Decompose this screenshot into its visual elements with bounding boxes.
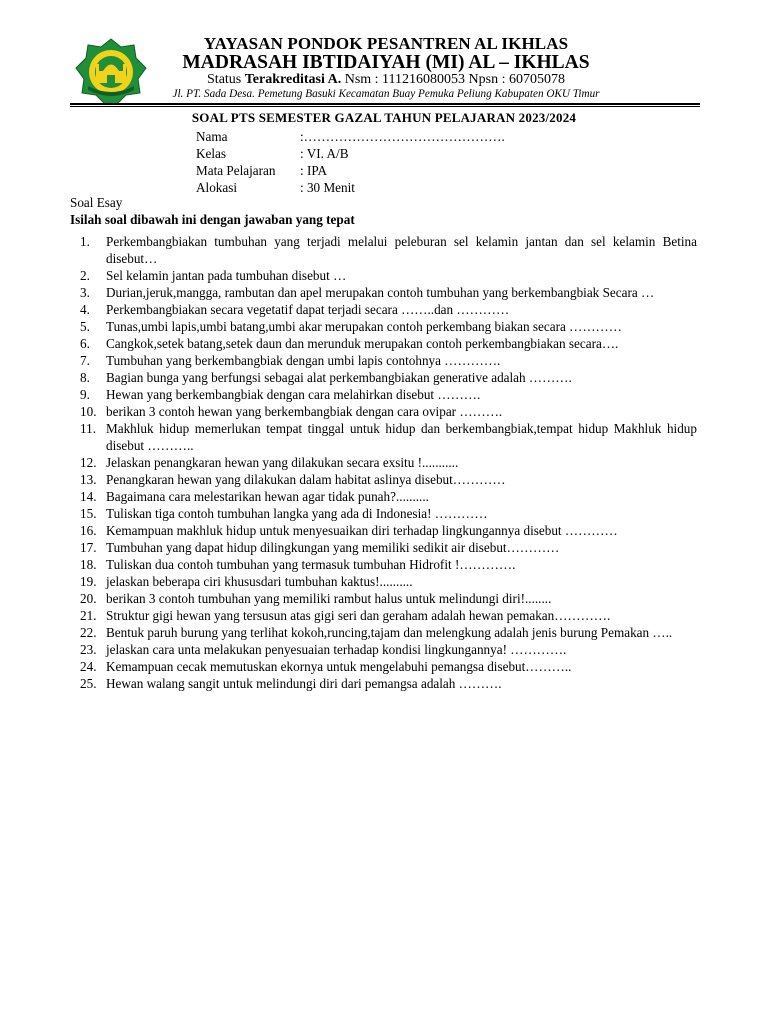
exam-title: SOAL PTS SEMESTER GAZAL TAHUN PELAJARAN 2023/2024	[191, 110, 577, 125]
question-number-label: 17.	[80, 540, 97, 555]
question-number-label: 20.	[80, 591, 97, 606]
info-label: Nama	[196, 129, 228, 144]
school-address: Jl. PT. Sada Desa. Pemetung Basuki Kecamatan Buay Pemuka Peliung Kabupaten OKU Timur	[172, 88, 600, 100]
info-value: : 30 Menit	[300, 180, 355, 195]
question-number	[70, 573, 106, 590]
question-number	[70, 658, 106, 675]
question-item	[70, 522, 697, 539]
question-text: Perkembangbiakan tumbuhan yang terjadi melalui peleburan sel kelamin jantan dan sel kelamin Betina disebut…	[106, 234, 697, 266]
question-item	[70, 386, 697, 403]
question-item	[70, 675, 697, 692]
question-number	[70, 386, 106, 403]
school-logo-icon	[74, 38, 148, 104]
question-number	[70, 369, 106, 386]
question-number-label: 22.	[80, 625, 97, 640]
question-number-label: 19.	[80, 574, 97, 589]
info-row-class	[196, 145, 505, 162]
question-text: Bagian bunga yang berfungsi sebagai alat perkembangbiakan generative adalah ……….	[106, 370, 572, 385]
foundation-name: YAYASAN PONDOK PESANTREN AL IKHLAS	[203, 34, 569, 53]
question-number	[70, 284, 106, 301]
question-number-label: 10.	[80, 404, 97, 419]
question-number-label: 16.	[80, 523, 97, 538]
question-number-label: 2.	[80, 268, 90, 283]
question-number-label: 5.	[80, 319, 90, 334]
accreditation-status: Terakreditasi A.	[244, 72, 342, 87]
question-number	[70, 233, 106, 267]
question-number-label: 11.	[80, 421, 96, 436]
question-number	[70, 301, 106, 318]
question-number	[70, 675, 106, 692]
info-row-subject	[196, 162, 505, 179]
question-item	[70, 318, 697, 335]
question-number	[70, 488, 106, 505]
question-number	[70, 267, 106, 284]
registration-numbers: Nsm : 111216080053 Npsn : 60705078	[344, 72, 565, 87]
question-text: Bentuk paruh burung yang terlihat kokoh,runcing,tajam dan melengkung adalah jenis burung Pemakan …..	[106, 625, 673, 640]
question-number	[70, 539, 106, 556]
status-prefix: Status	[207, 72, 242, 87]
question-number	[70, 403, 106, 420]
question-text: Tumbuhan yang berkembangbiak dengan umbi lapis contohnya ………….	[106, 353, 501, 368]
question-item	[70, 369, 697, 386]
question-text: Sel kelamin jantan pada tumbuhan disebut …	[106, 268, 347, 283]
question-text: Penangkaran hewan yang dilakukan dalam habitat aslinya disebut…………	[106, 472, 506, 487]
question-item	[70, 505, 697, 522]
question-text: Durian,jeruk,mangga, rambutan dan apel merupakan contoh tumbuhan yang berkembangbiak Secara …	[106, 285, 655, 300]
question-item	[70, 335, 697, 352]
accreditation-line	[148, 72, 624, 88]
question-item	[70, 607, 697, 624]
info-label: Alokasi	[196, 180, 238, 195]
question-number	[70, 454, 106, 471]
question-item	[70, 488, 697, 505]
section-heading: Soal Esay	[70, 195, 123, 210]
question-item	[70, 420, 697, 454]
question-number-label: 7.	[80, 353, 90, 368]
question-number-label: 6.	[80, 336, 90, 351]
question-number-label: 25.	[80, 676, 97, 691]
question-number	[70, 318, 106, 335]
question-number-label: 24.	[80, 659, 97, 674]
question-text: Cangkok,setek batang,setek daun dan merunduk merupakan contoh perkembangbiakan secara….	[106, 336, 619, 351]
question-number-label: 18.	[80, 557, 97, 572]
question-number-label: 12.	[80, 455, 97, 470]
letterhead-divider-thin	[70, 106, 700, 107]
info-label: Mata Pelajaran	[196, 163, 276, 178]
question-number-label: 9.	[80, 387, 90, 402]
question-item	[70, 454, 697, 471]
question-number-label: 1.	[80, 234, 90, 249]
question-item	[70, 267, 697, 284]
question-text: Tunas,umbi lapis,umbi batang,umbi akar merupakan contoh perkembang biakan secara …………	[106, 319, 622, 334]
question-number-label: 4.	[80, 302, 90, 317]
question-item	[70, 471, 697, 488]
school-name: MADRASAH IBTIDAIYAH (MI) AL – IKHLAS	[182, 52, 590, 73]
question-text: Tuliskan dua contoh tumbuhan yang termasuk tumbuhan Hidrofit !………….	[106, 557, 516, 572]
question-number	[70, 420, 106, 454]
question-number-label: 13.	[80, 472, 97, 487]
question-list	[70, 233, 697, 692]
question-number-label: 14.	[80, 489, 97, 504]
question-item	[70, 624, 697, 641]
question-text: Hewan walang sangit untuk melindungi diri dari pemangsa adalah ……….	[106, 676, 502, 691]
question-text: Perkembangbiakan secara vegetatif dapat terjadi secara ……..dan …………	[106, 302, 510, 317]
question-item	[70, 641, 697, 658]
info-label: Kelas	[196, 146, 227, 161]
question-item	[70, 590, 697, 607]
question-number	[70, 641, 106, 658]
info-row-name	[196, 128, 505, 145]
question-number-label: 3.	[80, 285, 90, 300]
info-value: :……………………………………….	[300, 129, 505, 144]
info-row-duration	[196, 179, 505, 196]
question-number	[70, 624, 106, 641]
question-text: Bagaimana cara melestarikan hewan agar tidak punah?..........	[106, 489, 429, 504]
question-number	[70, 352, 106, 369]
question-number-label: 8.	[80, 370, 90, 385]
question-text: Kemampuan cecak memutuskan ekornya untuk mengelabuhi pemangsa disebut………..	[106, 659, 572, 674]
question-item	[70, 301, 697, 318]
question-number	[70, 522, 106, 539]
question-number	[70, 607, 106, 624]
question-item	[70, 352, 697, 369]
question-item	[70, 539, 697, 556]
question-item	[70, 658, 697, 675]
question-item	[70, 233, 697, 267]
question-text: Tumbuhan yang dapat hidup dilingkungan yang memiliki sedikit air disebut…………	[106, 540, 560, 555]
info-value: : IPA	[300, 163, 327, 178]
question-item	[70, 403, 697, 420]
question-text: Tuliskan tiga contoh tumbuhan langka yang ada di Indonesia! …………	[106, 506, 488, 521]
letterhead-divider	[70, 103, 700, 105]
question-text: berikan 3 contoh hewan yang berkembangbiak dengan cara ovipar ……….	[106, 404, 503, 419]
info-value: : VI. A/B	[300, 146, 349, 161]
question-text: Struktur gigi hewan yang tersusun atas gigi seri dan geraham adalah hewan pemakan………….	[106, 608, 611, 623]
question-text: Hewan yang berkembangbiak dengan cara melahirkan disebut ……….	[106, 387, 481, 402]
student-info-block	[196, 128, 505, 196]
question-number-label: 15.	[80, 506, 97, 521]
question-item	[70, 556, 697, 573]
question-number	[70, 471, 106, 488]
question-number-label: 21.	[80, 608, 97, 623]
instruction-text: Isilah soal dibawah ini dengan jawaban yang tepat	[70, 212, 355, 227]
question-text: jelaskan cara unta melakukan penyesuaian terhadap kondisi lingkungannya! ………….	[106, 642, 567, 657]
question-item	[70, 573, 697, 590]
question-text: jelaskan beberapa ciri khususdari tumbuhan kaktus!..........	[106, 574, 413, 589]
question-text: Makhluk hidup memerlukan tempat tinggal untuk hidup dan berkembangbiak,tempat hidup Makhluk hidup disebut ………..	[106, 421, 697, 453]
question-text: berikan 3 contoh tumbuhan yang memiliki rambut halus untuk melindungi diri!........	[106, 591, 552, 606]
question-number-label: 23.	[80, 642, 97, 657]
question-number	[70, 335, 106, 352]
question-number	[70, 505, 106, 522]
question-number	[70, 556, 106, 573]
question-text: Kemampuan makhluk hidup untuk menyesuaikan diri terhadap lingkungannya disebut …………	[106, 523, 618, 538]
question-text: Jelaskan penangkaran hewan yang dilakukan secara exsitu !...........	[106, 455, 459, 470]
question-number	[70, 590, 106, 607]
question-item	[70, 284, 697, 301]
